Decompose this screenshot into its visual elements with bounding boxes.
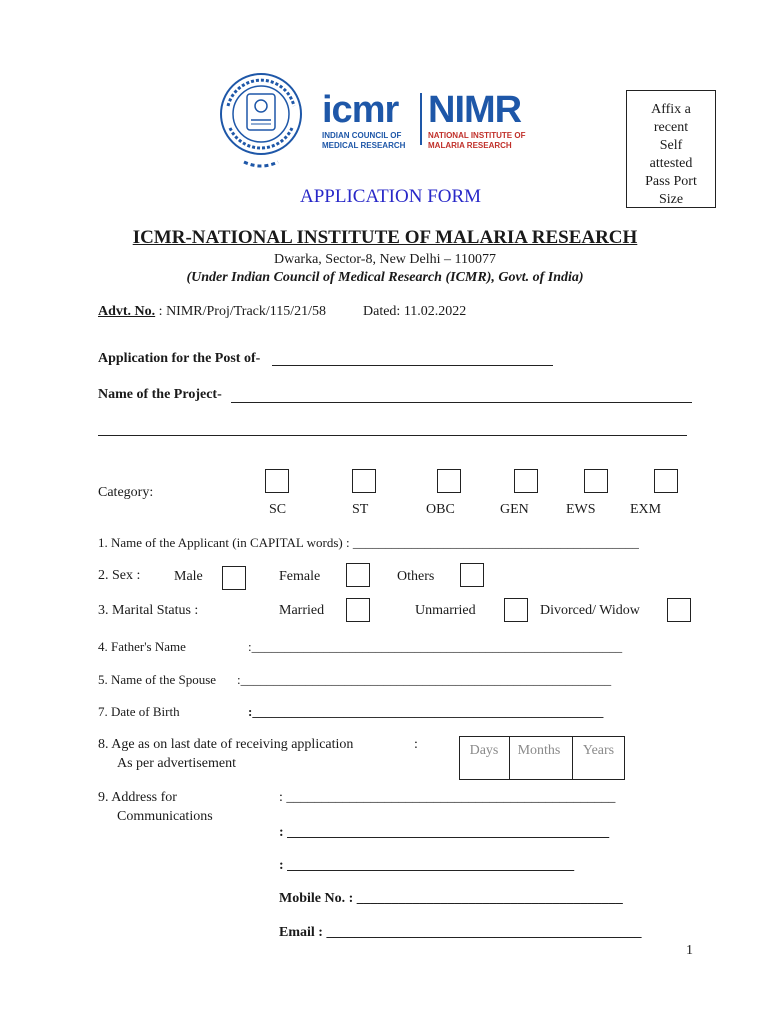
category-sc-label: SC — [269, 502, 287, 517]
form-title: APPLICATION FORM — [300, 186, 482, 207]
logo-divider — [420, 93, 422, 145]
age-days-cell[interactable]: Days — [469, 743, 499, 758]
nimr-logo — [428, 90, 538, 150]
photo-text-line: Affix a — [651, 102, 691, 117]
icmr-wordmark: icmr — [322, 89, 399, 131]
age-years-cell[interactable]: Years — [582, 743, 615, 758]
parent-organization: (Under Indian Council of Medical Research (ICMR), Govt. of India) — [186, 270, 584, 285]
father-name-label: 4. Father's Name — [98, 639, 186, 654]
sex-male-checkbox[interactable] — [222, 566, 246, 590]
age-label-2: As per advertisement — [117, 756, 236, 771]
mobile-field[interactable]: Mobile No. : ______________________________________ — [279, 891, 623, 906]
category-st-label: ST — [352, 502, 369, 517]
passport-photo-box — [626, 90, 716, 208]
post-input-line[interactable] — [272, 365, 553, 366]
category-sc-checkbox[interactable] — [265, 469, 289, 493]
icmr-logo — [322, 90, 414, 150]
marital-unmarried-label: Unmarried — [415, 603, 476, 618]
age-label: 8. Age as on last date of receiving application — [98, 737, 354, 752]
nimr-wordmark: NIMR — [428, 89, 522, 131]
photo-text-line: attested — [649, 156, 693, 171]
address-line-1[interactable]: : _______________________________________________ — [279, 790, 616, 805]
category-gen-checkbox[interactable] — [514, 469, 538, 493]
spouse-name-field[interactable]: :_________________________________________________________ — [237, 672, 612, 687]
address-label-2: Communications — [117, 809, 213, 824]
sex-female-label: Female — [279, 569, 321, 584]
address-line-3[interactable]: : _________________________________________ — [279, 858, 575, 873]
advt-label: Advt. No. — [98, 304, 156, 319]
sex-label: 2. Sex : — [98, 568, 141, 583]
father-name-field[interactable]: :_________________________________________________________ — [248, 639, 623, 654]
marital-divorced-label: Divorced/ Widow — [540, 603, 640, 618]
category-exm-checkbox[interactable] — [654, 469, 678, 493]
advt-date: Dated: 11.02.2022 — [363, 304, 467, 319]
photo-text-line: Size — [658, 192, 684, 207]
advertisement-line — [98, 304, 326, 320]
category-ews-label: EWS — [566, 502, 596, 517]
category-label: Category: — [98, 485, 154, 500]
category-obc-label: OBC — [426, 502, 455, 517]
marital-status-label: 3. Marital Status : — [98, 603, 199, 618]
project-input-line-2[interactable] — [98, 435, 687, 436]
dob-field[interactable]: :______________________________________________________ — [248, 704, 604, 719]
institute-name: ICMR-NATIONAL INSTITUTE OF MALARIA RESEARCH — [132, 227, 638, 248]
sex-male-label: Male — [174, 569, 203, 584]
page-number: 1 — [686, 943, 693, 958]
category-st-checkbox[interactable] — [352, 469, 376, 493]
address-label: 9. Address for — [98, 790, 177, 805]
photo-text-line: recent — [653, 120, 689, 135]
category-gen-label: GEN — [500, 502, 529, 517]
institute-address: Dwarka, Sector-8, New Delhi – 110077 — [274, 252, 496, 267]
project-input-line[interactable] — [231, 402, 692, 403]
post-label: Application for the Post of- — [98, 351, 261, 366]
category-obc-checkbox[interactable] — [437, 469, 461, 493]
marital-unmarried-checkbox[interactable] — [504, 598, 528, 622]
age-colon: : — [414, 737, 418, 752]
applicant-name-field[interactable]: 1. Name of the Applicant (in CAPITAL words) : ____________________________________________ — [98, 535, 639, 550]
email-field[interactable]: Email : _____________________________________________ — [279, 925, 642, 940]
project-label: Name of the Project- — [98, 387, 222, 402]
dob-label: 7. Date of Birth — [98, 704, 180, 719]
sex-others-checkbox[interactable] — [460, 563, 484, 587]
marital-divorced-checkbox[interactable] — [667, 598, 691, 622]
sex-others-label: Others — [397, 569, 435, 584]
marital-married-checkbox[interactable] — [346, 598, 370, 622]
age-input-box — [459, 736, 625, 780]
advt-number: NIMR/Proj/Track/115/21/58 — [166, 304, 327, 319]
sex-female-checkbox[interactable] — [346, 563, 370, 587]
advt-separator: : — [155, 304, 167, 319]
icmr-subtitle-line-2: MEDICAL RESEARCH — [322, 141, 406, 150]
photo-text-line: Pass Port — [645, 174, 697, 189]
marital-married-label: Married — [279, 603, 325, 618]
address-line-2[interactable]: : ______________________________________________ — [279, 825, 610, 840]
nimr-subtitle-line-2: MALARIA RESEARCH — [428, 141, 512, 150]
spouse-name-label: 5. Name of the Spouse — [98, 672, 217, 687]
icmr-subtitle-line-1: INDIAN COUNCIL OF — [322, 131, 402, 140]
nimr-subtitle-line-1: NATIONAL INSTITUTE OF — [428, 131, 526, 140]
category-ews-checkbox[interactable] — [584, 469, 608, 493]
photo-text-line: Self — [659, 138, 683, 153]
age-months-cell[interactable]: Months — [517, 743, 561, 758]
category-exm-label: EXM — [630, 502, 662, 517]
icmr-seal-logo — [216, 66, 306, 178]
